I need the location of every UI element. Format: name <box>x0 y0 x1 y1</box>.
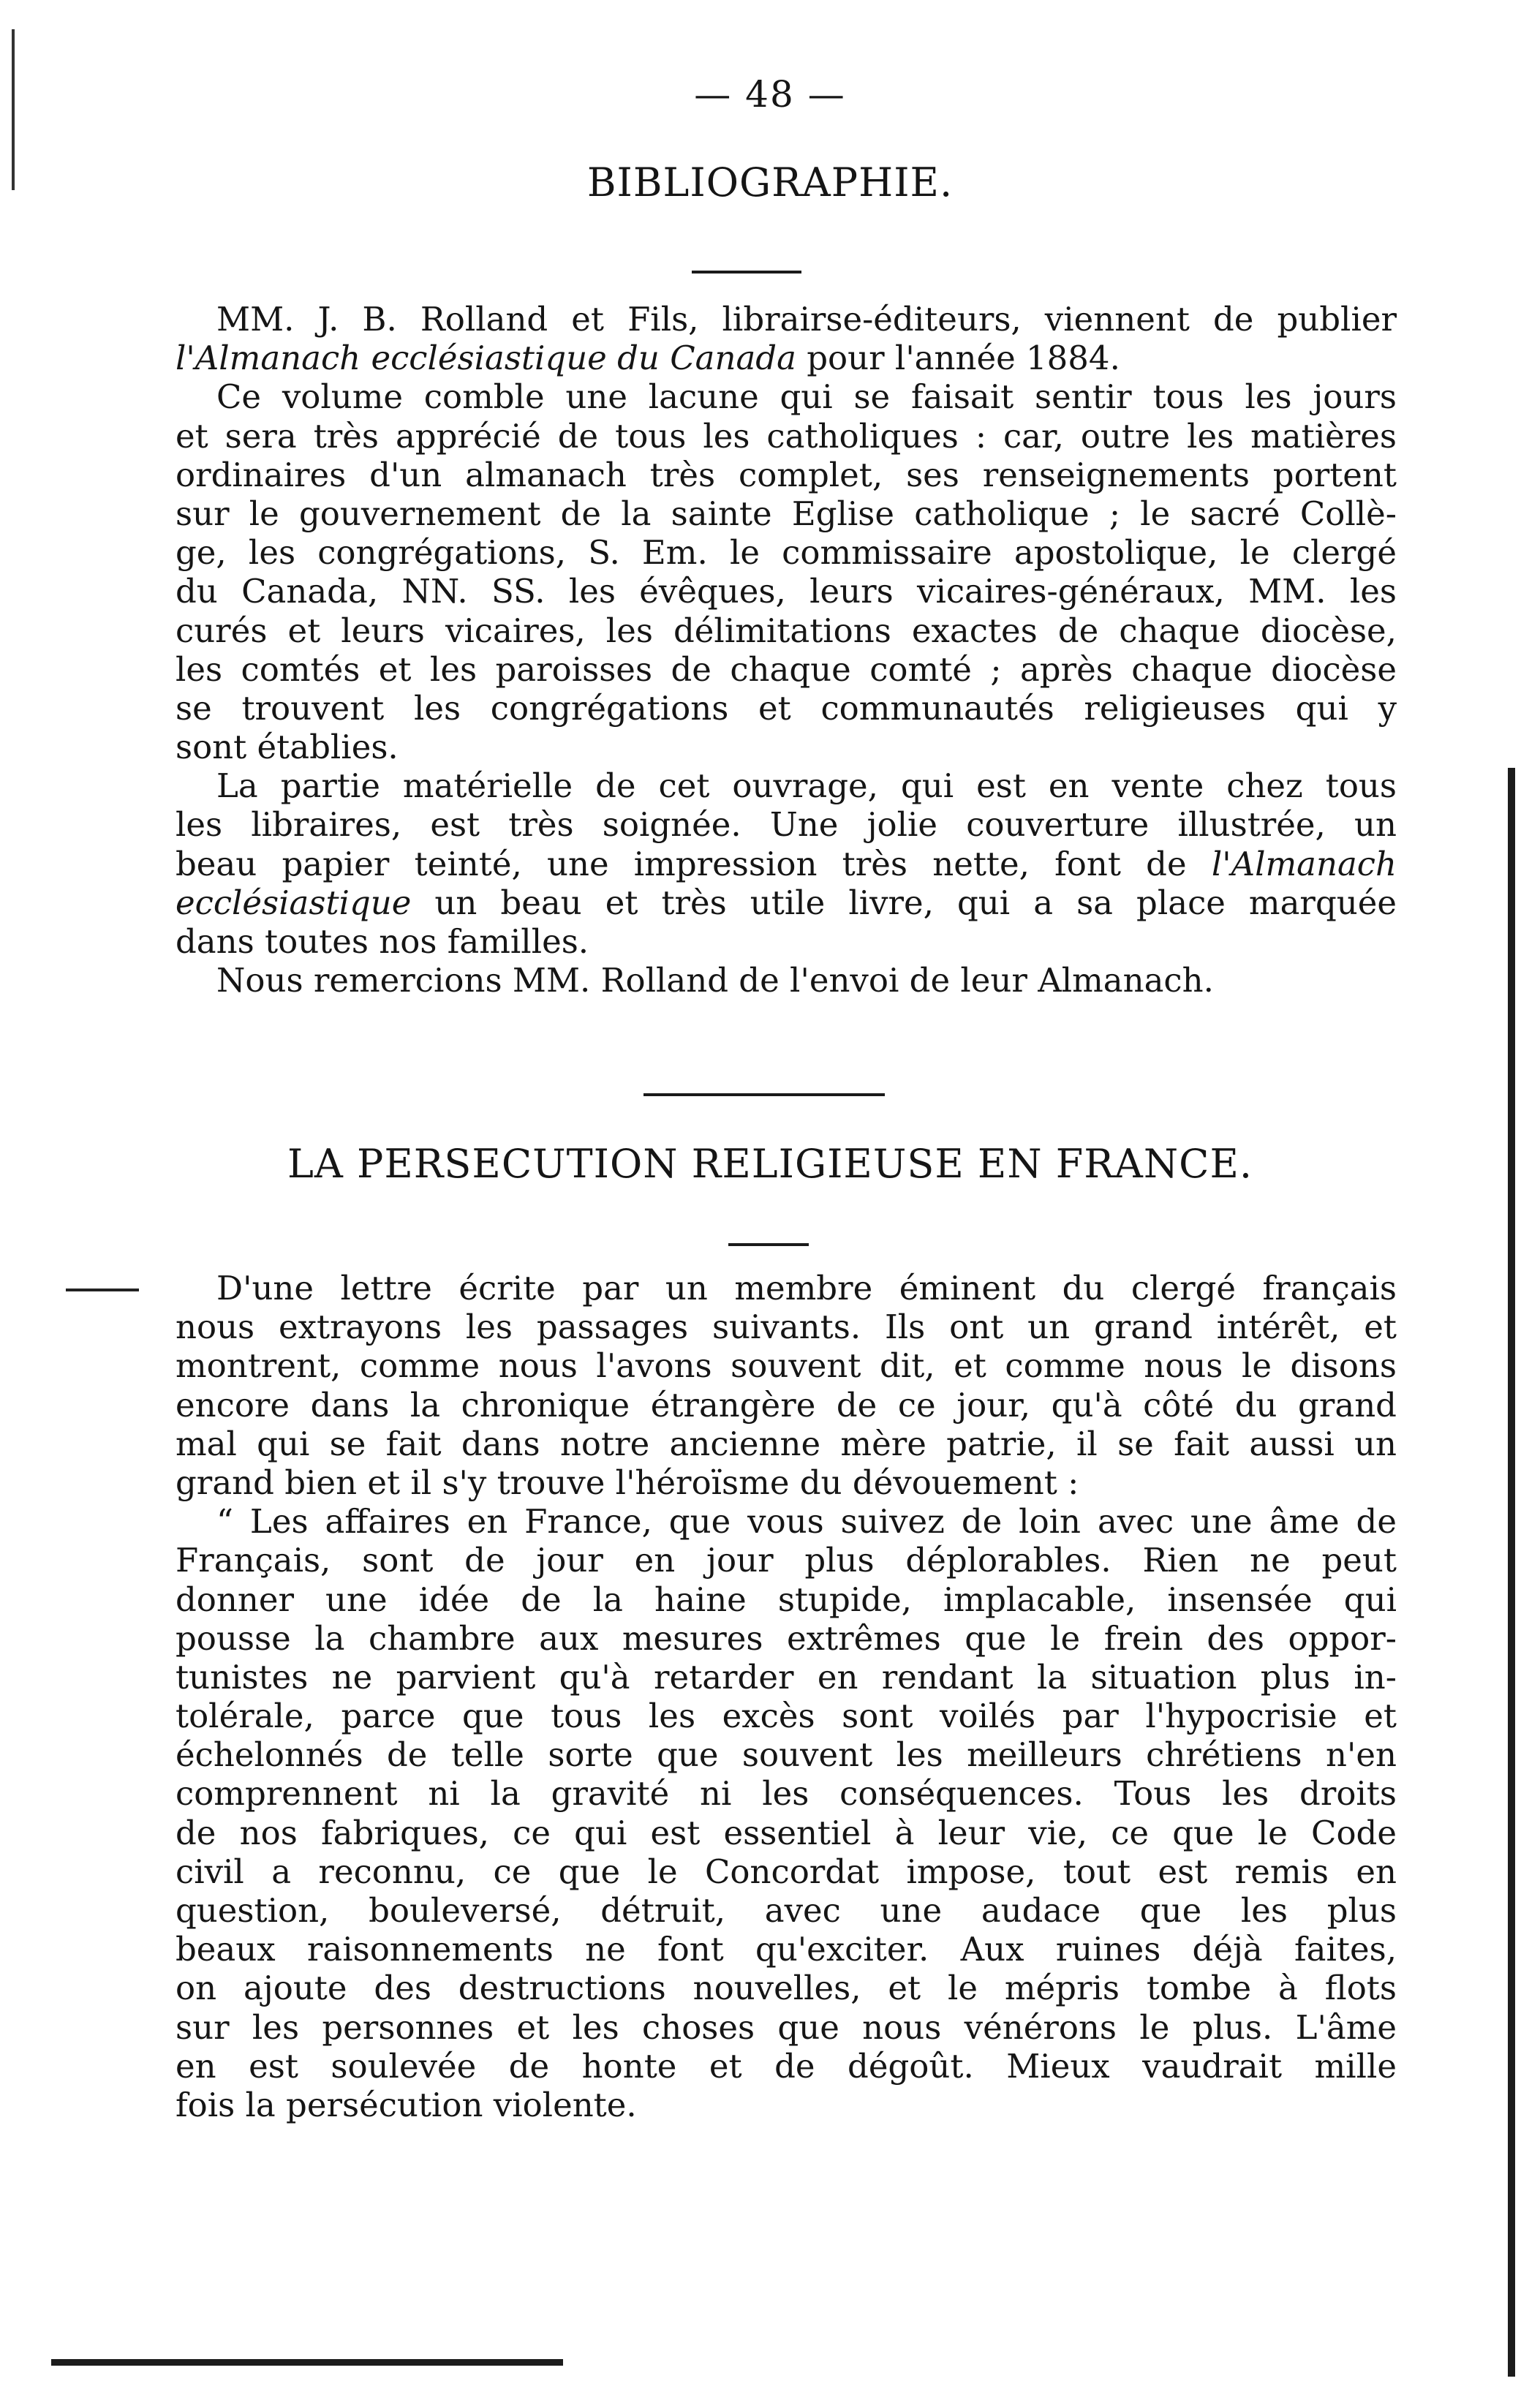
text-line: on ajoute des destructions nouvelles, et le mépris tombe à flots <box>175 1969 1397 2008</box>
text-line: de nos fabriques, ce qui est essentiel à leur vie, ce que le Code <box>175 1813 1397 1852</box>
text-line: beaux raisonnements ne font qu'exciter. Aux ruines déjà faites, <box>175 1930 1397 1969</box>
text-line: Nous remercions MM. Rolland de l'envoi de leur Almanach. <box>216 961 1214 1000</box>
text-line: “ Les affaires en France, que vous suivez de loin avec une âme de <box>216 1502 1397 1542</box>
text-line: sur le gouvernement de la sainte Eglise catholique ; le sacré Collè- <box>175 494 1397 533</box>
section-separator <box>643 1093 885 1096</box>
text-line: question, bouleversé, détruit, avec une audace que les plus <box>175 1891 1397 1930</box>
text-line: Ce volume comble une lacune qui se faisait sentir tous les jours <box>216 377 1397 417</box>
text-line: donner une idée de la haine stupide, implacable, insensée qui <box>175 1580 1397 1619</box>
italic-title-span: l'Almanach <box>1211 844 1397 883</box>
text-span: beau papier teinté, une impression très nette, font de <box>175 844 1212 883</box>
section-body-persecution <box>175 1269 1397 2124</box>
text-line: La partie matérielle de cet ouvrage, qui est en vente chez tous <box>216 766 1397 806</box>
text-span: pour l'année 1884. <box>796 339 1120 378</box>
text-line: dans toutes nos familles. <box>175 922 589 961</box>
section-divider <box>692 271 801 273</box>
section-divider <box>728 1243 809 1246</box>
text-line: MM. J. B. Rolland et Fils, librairse-éditeurs, viennent de publier <box>216 300 1397 339</box>
text-line <box>175 883 1397 922</box>
margin-mark <box>66 1289 139 1291</box>
text-line: ge, les congrégations, S. Em. le commissaire apostolique, le clergé <box>175 533 1397 573</box>
section-body-bibliographie <box>175 300 1397 1000</box>
text-line: grand bien et il s'y trouve l'héroïsme du dévouement : <box>175 1463 1079 1502</box>
section-title-persecution: LA PERSECUTION RELIGIEUSE EN FRANCE. <box>287 1141 1253 1187</box>
text-line <box>175 845 1397 883</box>
text-line: Français, sont de jour en jour plus déplorables. Rien ne peut <box>175 1541 1397 1580</box>
italic-title-span: ecclésiastique <box>175 883 412 922</box>
text-line: mal qui se fait dans notre ancienne mère patrie, il se fait aussi un <box>175 1424 1397 1463</box>
text-line: curés et leurs vicaires, les délimitations exactes de chaque diocèse, <box>175 611 1397 650</box>
text-line: du Canada, NN. SS. les évêques, leurs vicaires-généraux, MM. les <box>175 572 1397 611</box>
text-line: civil a reconnu, ce que le Concordat impose, tout est remis en <box>175 1852 1397 1891</box>
section-title-bibliographie: BIBLIOGRAPHIE. <box>586 159 954 205</box>
text-line <box>175 339 1397 377</box>
text-line: sur les personnes et les choses que nous vénérons le plus. L'âme <box>175 2007 1397 2047</box>
text-line: se trouvent les congrégations et communautés religieuses qui y <box>175 688 1397 728</box>
text-line: D'une lettre écrite par un membre éminent du clergé français <box>216 1269 1397 1308</box>
text-line: fois la persécution violente. <box>175 2085 637 2124</box>
text-line: nous extrayons les passages suivants. Ils ont un grand intérêt, et <box>175 1308 1397 1347</box>
text-line: comprennent ni la gravité ni les conséquences. Tous les droits <box>175 1774 1397 1814</box>
text-line: pousse la chambre aux mesures extrêmes que le frein des oppor- <box>175 1618 1397 1658</box>
text-span: un beau et très utile livre, qui a sa place marquée <box>411 883 1397 922</box>
scan-edge-right <box>1508 768 1515 2377</box>
page-number: — 48 — <box>694 73 846 116</box>
text-line: en est soulevée de honte et de dégoût. Mieux vaudrait mille <box>175 2046 1397 2086</box>
scan-edge-bottom <box>51 2359 563 2366</box>
text-line: ordinaires d'un almanach très complet, ses renseignements portent <box>175 455 1397 494</box>
text-line: et sera très apprécié de tous les catholiques : car, outre les matières <box>175 416 1397 456</box>
text-line: sont établies. <box>175 728 399 767</box>
text-line: échelonnés de telle sorte que souvent les meilleurs chrétiens n'en <box>175 1735 1397 1775</box>
text-line: tolérale, parce que tous les excès sont voilés par l'hypocrisie et <box>175 1697 1397 1736</box>
text-line: les libraires, est très soignée. Une jolie couverture illustrée, un <box>175 805 1397 845</box>
text-line: les comtés et les paroisses de chaque comté ; après chaque diocèse <box>175 649 1397 689</box>
italic-title-span: l'Almanach ecclésiastique du Canada <box>175 339 796 378</box>
text-line: tunistes ne parvient qu'à retarder en rendant la situation plus in- <box>175 1657 1397 1697</box>
text-line: montrent, comme nous l'avons souvent dit, et comme nous le disons <box>175 1346 1397 1386</box>
text-line: encore dans la chronique étrangère de ce jour, qu'à côté du grand <box>175 1385 1397 1425</box>
